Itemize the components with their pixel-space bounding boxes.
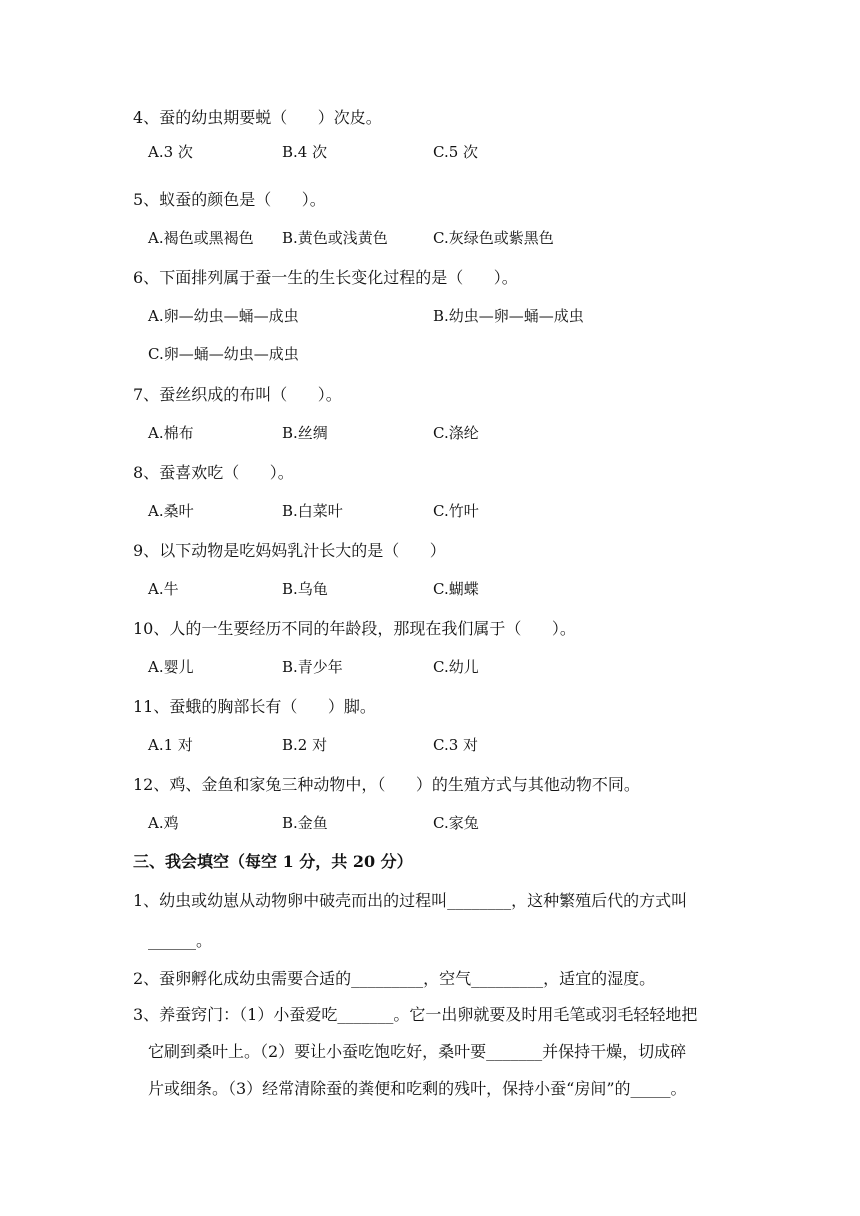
option-b: B.白菜叶 (282, 502, 343, 520)
option-c: C.卵—蛹—幼虫—成虫 (148, 345, 299, 363)
question-12 (133, 772, 640, 795)
question-text: 人的一生要经历不同的年龄段，那现在我们属于（ ）。 (169, 619, 576, 638)
question-number: 9、 (133, 541, 160, 560)
option-a: A.桑叶 (148, 502, 194, 520)
question-text: 蚕的幼虫期要蜕（ ）次皮。 (159, 108, 382, 127)
fill-question-1-line-1: 1、幼虫或幼崽从动物卵中破壳而出的过程叫________，这种繁殖后代的方式叫 (133, 891, 688, 910)
option-a: A.褐色或黑褐色 (148, 229, 254, 247)
option-a: A.鸡 (148, 814, 179, 832)
option-b: B.乌龟 (282, 580, 328, 598)
option-b: B.青少年 (282, 658, 343, 676)
question-number: 11、 (133, 697, 170, 716)
question-number: 6、 (133, 268, 160, 287)
question-number: 12、 (133, 775, 170, 794)
section-title: 三、我会填空（每空 1 分，共 20 分） (133, 852, 413, 871)
option-c: C.幼儿 (433, 658, 479, 676)
question-7 (133, 382, 342, 405)
option-a: A.婴儿 (148, 658, 194, 676)
option-a: A.棉布 (148, 424, 194, 442)
question-text: 鸡、金鱼和家兔三种动物中，（ ）的生殖方式与其他动物不同。 (169, 775, 640, 794)
question-text: 蚕蛾的胸部长有（ ）脚。 (169, 697, 376, 716)
fill-question-2: 2、蚕卵孵化成幼虫需要合适的_________，空气_________，适宜的湿度。 (133, 969, 656, 988)
option-a: A.牛 (148, 580, 179, 598)
question-number: 7、 (133, 385, 160, 404)
option-a: A.1 对 (148, 736, 193, 754)
question-text: 蚁蚕的颜色是（ ）。 (159, 190, 326, 209)
option-b: B.黄色或浅黄色 (282, 229, 388, 247)
option-c: C.涤纶 (433, 424, 479, 442)
option-c: C.蝴蝶 (433, 580, 479, 598)
option-c: C.5 次 (433, 143, 479, 161)
option-c: C.竹叶 (433, 502, 479, 520)
question-8 (133, 460, 294, 483)
question-number: 10、 (133, 619, 170, 638)
fill-question-3-line-2: 它刷到桑叶上。（2）要让小蚕吃饱吃好，桑叶要_______并保持干燥，切成碎 (148, 1042, 687, 1061)
option-b: B.4 次 (282, 143, 328, 161)
question-number: 8、 (133, 463, 160, 482)
question-text: 蚕喜欢吃（ ）。 (159, 463, 294, 482)
question-text: 蚕丝织成的布叫（ ）。 (159, 385, 342, 404)
option-a: A.3 次 (148, 143, 193, 161)
question-5 (133, 187, 326, 210)
question-6 (133, 265, 518, 288)
question-number: 4、 (133, 108, 160, 127)
option-c: C.家兔 (433, 814, 479, 832)
fill-question-1-line-2: ______。 (148, 931, 213, 950)
question-10 (133, 616, 576, 639)
option-c: C.灰绿色或紫黑色 (433, 229, 554, 247)
option-a: A.卵—幼虫—蛹—成虫 (148, 307, 299, 325)
option-b: B.丝绸 (282, 424, 328, 442)
question-11 (133, 694, 376, 717)
question-4 (133, 105, 382, 128)
option-c: C.3 对 (433, 736, 479, 754)
question-number: 5、 (133, 190, 160, 209)
option-b: B.2 对 (282, 736, 328, 754)
question-text: 下面排列属于蚕一生的生长变化过程的是（ ）。 (159, 268, 518, 287)
question-text: 以下动物是吃妈妈乳汁长大的是（ ） (159, 541, 446, 560)
fill-question-3-line-1: 3、养蚕窍门：（1）小蚕爱吃_______。它一出卵就要及时用毛笔或羽毛轻轻地把 (133, 1005, 698, 1024)
option-b: B.金鱼 (282, 814, 328, 832)
question-9 (133, 538, 446, 561)
fill-question-3-line-3: 片或细条。（3）经常清除蚕的粪便和吃剩的残叶，保持小蚕“房间”的_____。 (148, 1079, 687, 1098)
option-b: B.幼虫—卵—蛹—成虫 (433, 307, 584, 325)
